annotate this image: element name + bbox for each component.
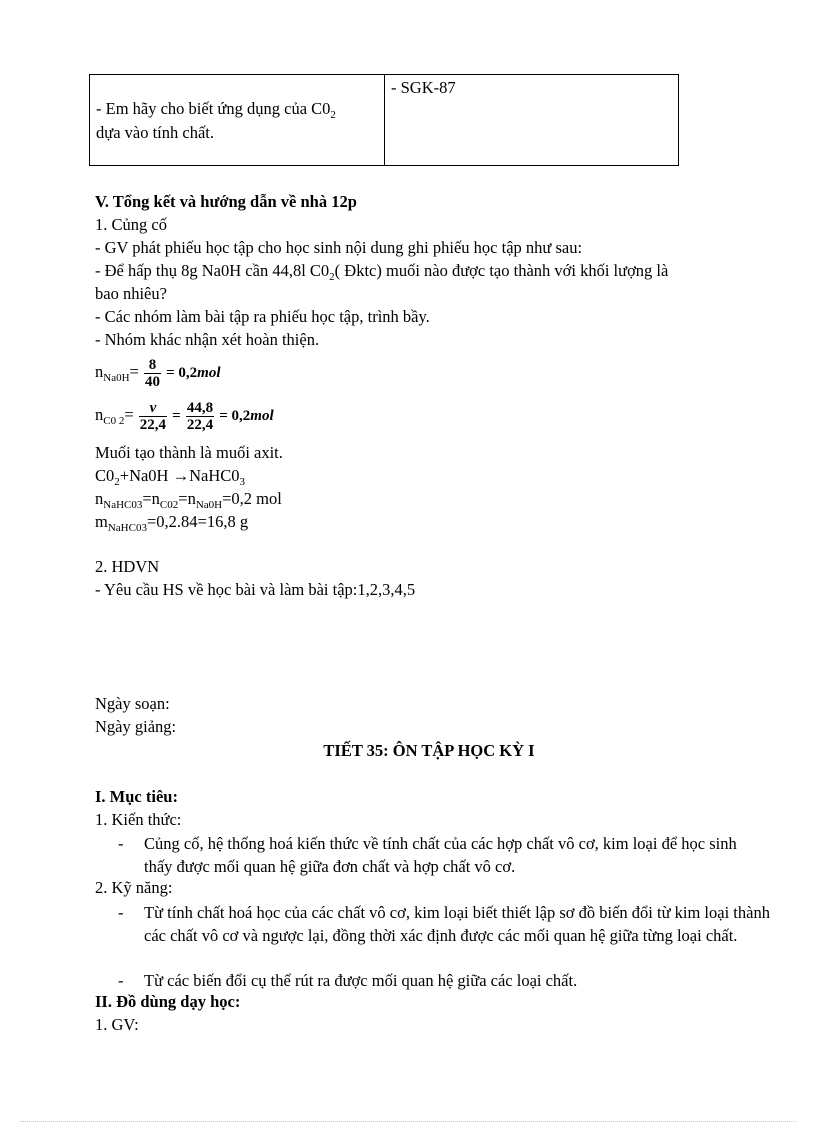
paragraph: - Nhóm khác nhận xét hoàn thiện. [95, 330, 320, 349]
formula-n-naoh [95, 352, 221, 392]
mole-equality [95, 489, 282, 509]
paragraph: - GV phát phiếu học tập cho học sinh nội dung ghi phiếu học tập như sau: [95, 238, 583, 257]
paragraph: bao nhiêu? [95, 284, 167, 303]
subscript: 2 [330, 109, 336, 121]
fraction [144, 357, 161, 390]
list-item [118, 901, 768, 970]
lesson-title: TIẾT 35: ÔN TẬP HỌC KỲ I [323, 741, 535, 760]
text-run: C0 [95, 466, 115, 485]
section-heading: II. Đồ dùng dạy học: [95, 992, 241, 1011]
question-text-line2: dựa vào tính chất. [96, 123, 214, 142]
subscript: C0 2 [103, 415, 125, 427]
reaction-equation [95, 466, 245, 486]
date-giang: Ngày giảng: [95, 717, 177, 736]
formula-n-co2 [95, 395, 274, 435]
fraction [139, 400, 167, 433]
symbol: n [95, 362, 104, 381]
denominator: 40 [144, 373, 160, 390]
numerator: v [139, 400, 167, 417]
subscript: 3 [239, 476, 246, 488]
text-run: m [95, 512, 108, 531]
paragraph: - Yêu cầu HS về học bài và làm bài tập:1,2,3,4,5 [95, 580, 416, 599]
text-run: =0,2 mol [222, 489, 282, 508]
paragraph: - Các nhóm làm bài tập ra phiếu học tập, trình bầy. [95, 307, 430, 326]
result [219, 408, 273, 424]
text-run: NaHC0 [189, 466, 240, 485]
arrow-icon: → [172, 466, 190, 485]
question-text: - Em hãy cho biết ứng dụng của C0 [96, 99, 331, 118]
subscript: 2 [329, 271, 335, 283]
result [166, 365, 220, 381]
text-run: - Để hấp thụ 8g Na0H cần 44,8l C0 [95, 261, 330, 280]
subheading-gv: 1. GV: [95, 1015, 139, 1034]
text-run: =n [178, 489, 196, 508]
paragraph [95, 261, 668, 281]
subscript: Na0H [195, 499, 223, 511]
equals-sign: = [124, 405, 134, 424]
denominator: 22,4 [186, 416, 214, 433]
equals-sign: = [172, 408, 181, 424]
section-heading: V. Tổng kết và hướng dẫn về nhà 12p [95, 192, 357, 211]
subscript: 2 [114, 476, 120, 488]
text-run: =n [142, 489, 160, 508]
subscript: C02 [159, 499, 179, 511]
symbol: n [95, 405, 104, 424]
subheading-kynang: 2. Kỹ năng: [95, 878, 173, 897]
mass-calculation [95, 512, 248, 532]
list-item-text: Củng cố, hệ thống hoá kiến thức về tính chất của các hợp chất vô cơ, kim loại để học sinh thấy được mối quan hệ giữa đơn chất và hợp chất vô cơ. [144, 834, 737, 876]
date-soan: Ngày soạn: [95, 694, 170, 713]
subscript: NaHC03 [103, 499, 143, 511]
table-row [90, 75, 679, 166]
list-item-text: Từ các biến đổi cụ thể rút ra được mối quan hệ giữa các loại chất. [144, 971, 578, 990]
text-run: =0,2.84=16,8 g [146, 512, 249, 531]
subscript: NaHC03 [107, 522, 147, 534]
subheading-kienthuc: 1. Kiến thức: [95, 810, 182, 829]
equals-sign: = [129, 362, 139, 381]
table-cell-answer [385, 75, 679, 166]
text-run: +Na0H [119, 466, 169, 485]
paragraph: Muối tạo thành là muối axit. [95, 443, 283, 462]
list-item [118, 969, 768, 992]
numerator: 44,8 [186, 399, 214, 416]
bullet: - [118, 971, 124, 990]
unit: mol [250, 408, 274, 424]
subscript: Na0H [103, 372, 130, 384]
answer-text: - SGK-87 [391, 78, 456, 97]
numerator: 8 [144, 357, 161, 374]
answer-table [89, 74, 679, 166]
list-item-text: Từ tính chất hoá học của các chất vô cơ, kim loại biết thiết lập sơ đồ biến đổi từ kim loại thành các chất vô cơ và ngược lại, đồng thời xác định được các mối quan hệ giữa từng loại chất. [144, 903, 770, 945]
unit: mol [197, 365, 221, 381]
result-value: = 0,2 [219, 408, 251, 424]
subheading-hdvn: 2. HDVN [95, 557, 160, 576]
text-run: n [95, 489, 104, 508]
page-divider [20, 1121, 796, 1122]
text-run: ( Đktc) muối nào được tạo thành với khối lượng là [334, 261, 669, 280]
list-item [118, 832, 768, 878]
bullet: - [118, 903, 124, 922]
bullet: - [118, 834, 124, 853]
denominator: 22,4 [139, 416, 167, 433]
result-value: = 0,2 [166, 365, 198, 381]
section-heading: I. Mục tiêu: [95, 787, 178, 806]
fraction [186, 400, 214, 433]
table-cell-question [90, 75, 385, 166]
subheading-cungco: 1. Củng cố [95, 215, 167, 234]
